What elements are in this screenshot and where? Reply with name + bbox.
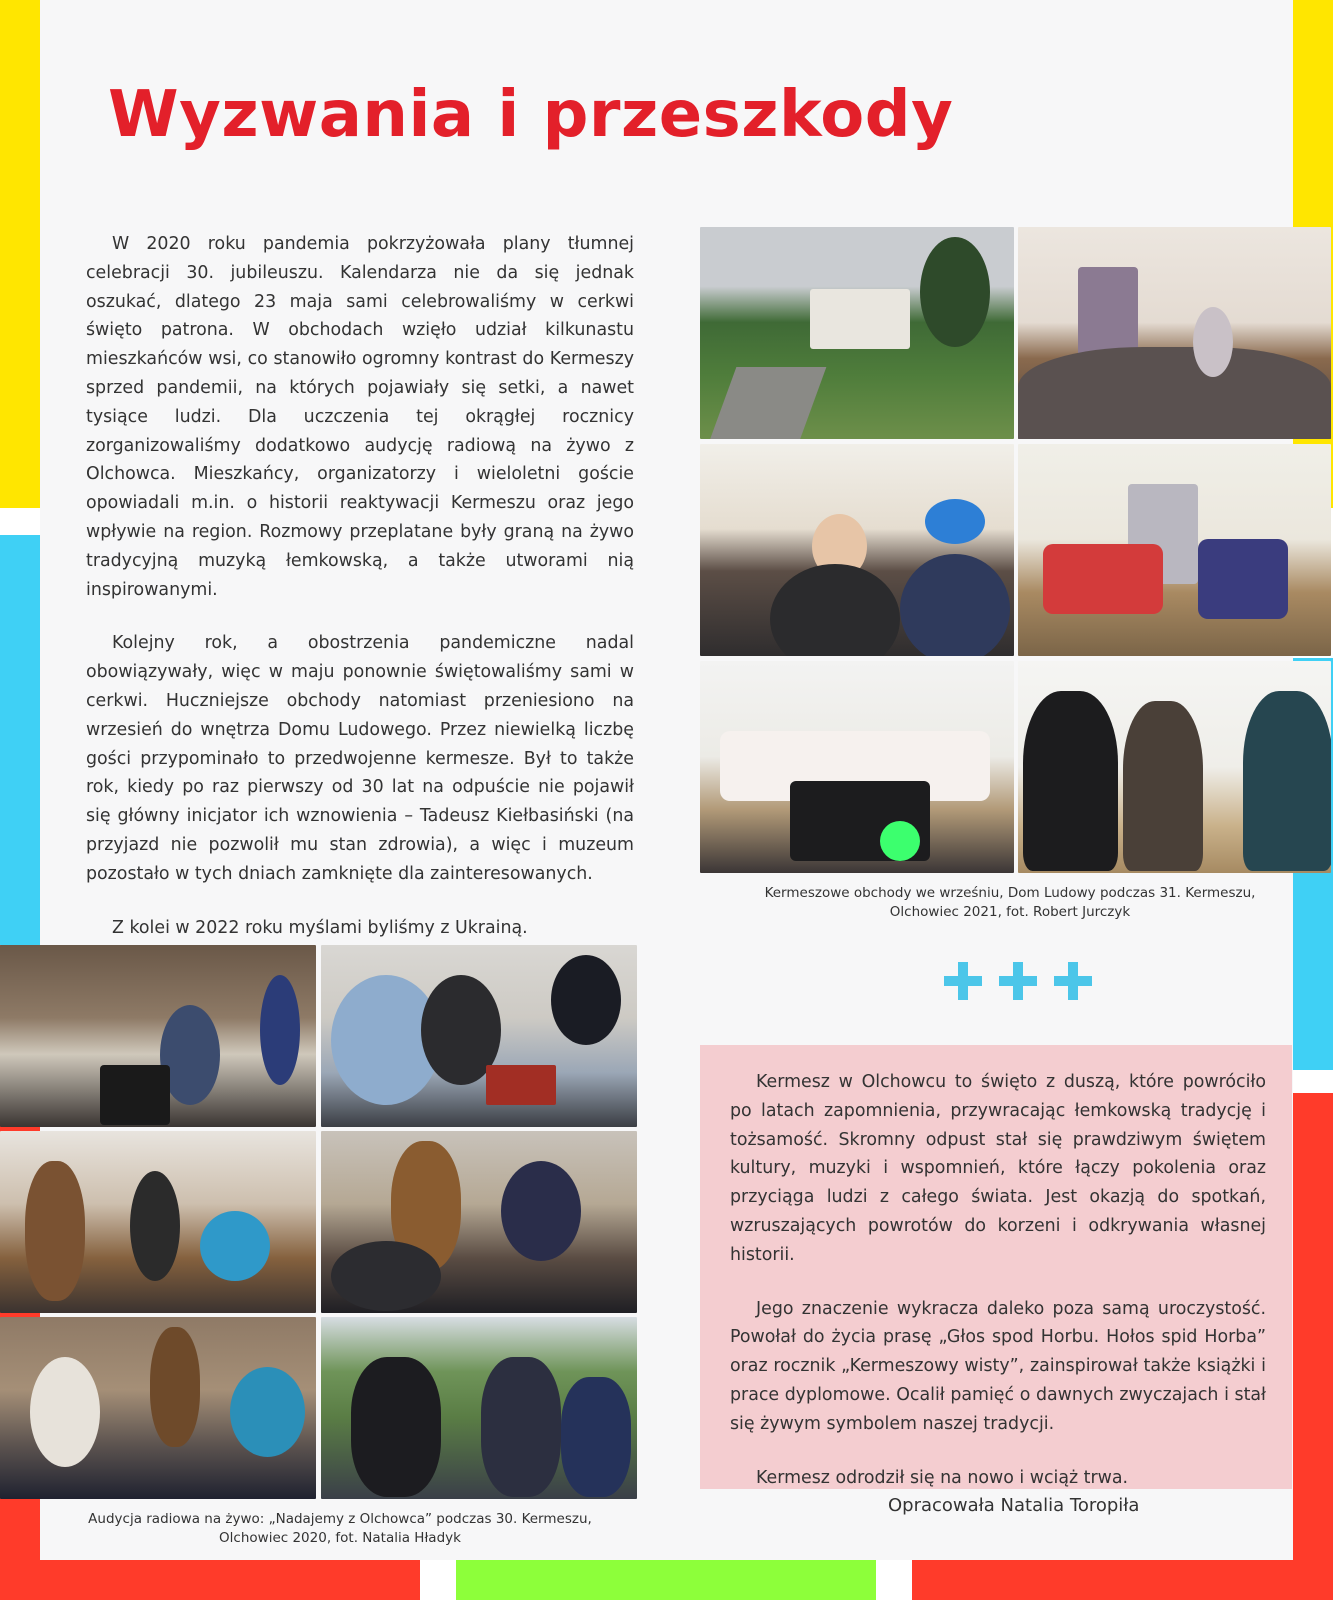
main-paragraph: Kolejny rok, a obostrzenia pandemiczne nadal obowiązywały, więc w maju ponownie świętowaliśmy sami w cerkwi. Huczniejsze obchody natomiast przeniesiono na wrzesień do wnętrza Domu Ludowego. Przez niewielką liczbę gości przypominało to przedwojenne kermesze. Był to także rok, kiedy po raz pierwszy od 30 lat na odpuście nie pojawił się główny inicjator ich wznowienia – Tadeusz Kiełbasiński (na przyjazd nie pozwolił mu stan zdrowia), a więc i muzeum pozostało w tych dniach zamknięte dla zainteresowanych.: [86, 633, 634, 884]
cross-icon: [944, 962, 982, 1000]
main-paragraph: Z kolei w 2022 roku myślami byliśmy z Ukrainą.: [112, 917, 528, 938]
photo-audience: [700, 444, 1014, 656]
summary-paragraph: Kermesz odrodził się na nowo i wciąż trwa.: [756, 1467, 1129, 1488]
photo-radio-host: [321, 1131, 637, 1313]
photo-village-road: [700, 227, 1014, 439]
bottom-green-bar: [456, 1560, 876, 1600]
summary-paragraph: Kermesz w Olchowcu to święto z duszą, które powróciło po latach zapomnienia, przywracając łemkowską tradycję i tożsamość. Skromny odpust stał się prawdziwym świętem kultury, muzyki i wspomnień, które łączy pokolenia oraz przyciąga ludzi z całego świata. Jest okazją do spotkań, wzruszających powrotów do korzeni i odkrywania własnej historii.: [730, 1072, 1266, 1265]
photo-church-concert: [1018, 227, 1331, 439]
photo-radio-interview: [321, 945, 637, 1127]
caption-line: Olchowiec 2020, fot. Natalia Hładyk: [219, 1530, 461, 1546]
main-paragraph: W 2020 roku pandemia pokrzyżowała plany tłumnej celebracji 30. jubileuszu. Kalendarza nie da się jednak oszukać, dlatego 23 maja sami celebrowaliśmy w cerkwi święto patrona. W obchodach wzięło udział kilkunastu mieszkańców wsi, co stanowiło ogromny kontrast do Kermeszy sprzed pandemii, na których pojawiały się setki, a nawet tysiące ludzi. Dla uczczenia tej okrągłej rocznicy zorganizowaliśmy dodatkowo audycję radiową na żywo z Olchowca. Mieszkańcy, organizatorzy i wieloletni goście opowiadali m.in. o historii reaktywacji Kermeszu oraz jego wpływie na region. Rozmowy przeplatane były graną na żywo tradycyjną muzyką łemkowską, a także utworami nią inspirowanymi.: [86, 234, 634, 600]
cross-icon: [999, 962, 1037, 1000]
photo-choir: [700, 661, 1014, 873]
photo-radio-studio: [0, 1317, 316, 1499]
photo-radio-musicians: [0, 945, 316, 1127]
caption-line: Olchowiec 2021, fot. Robert Jurczyk: [889, 904, 1131, 920]
page-title: Wyzwania i przeszkody: [108, 78, 954, 152]
cross-icon: [1054, 962, 1092, 1000]
left-cyan-bar: [0, 535, 40, 945]
bottom-red-bar-right: [912, 1560, 1333, 1600]
photo-folk-singers: [1018, 444, 1331, 656]
photo-folk-band: [0, 1131, 316, 1313]
caption-bottom: [50, 1510, 630, 1548]
summary-text: [730, 1068, 1266, 1492]
left-yellow-bar: [0, 0, 40, 508]
bottom-red-bar-left: [0, 1560, 420, 1600]
photo-outdoor-interview: [321, 1317, 637, 1499]
right-red-bar: [1293, 1093, 1333, 1600]
caption-line: Kermeszowe obchody we wrześniu, Dom Ludowy podczas 31. Kermeszu,: [764, 885, 1256, 901]
summary-paragraph: Jego znaczenie wykracza daleko poza samą uroczystość. Powołał do życia prasę „Głos spod Horbu. Hołos spid Horba” oraz rocznik „Kermeszowy wisty”, zainspirował także książki i prace dyplomowe. Ocalił pamięć o dawnych zwyczajach i stał się żywym symbolem naszej tradycji.: [730, 1298, 1266, 1434]
caption-top: [740, 884, 1280, 922]
crosses-ornament: [944, 962, 1092, 1000]
caption-line: Audycja radiowa na żywo: „Nadajemy z Olchowca” podczas 30. Kermeszu,: [88, 1511, 592, 1527]
main-text: [86, 230, 634, 942]
photo-speakers: [1018, 661, 1331, 873]
author-credit: Opracowała Natalia Toropiła: [888, 1495, 1140, 1516]
